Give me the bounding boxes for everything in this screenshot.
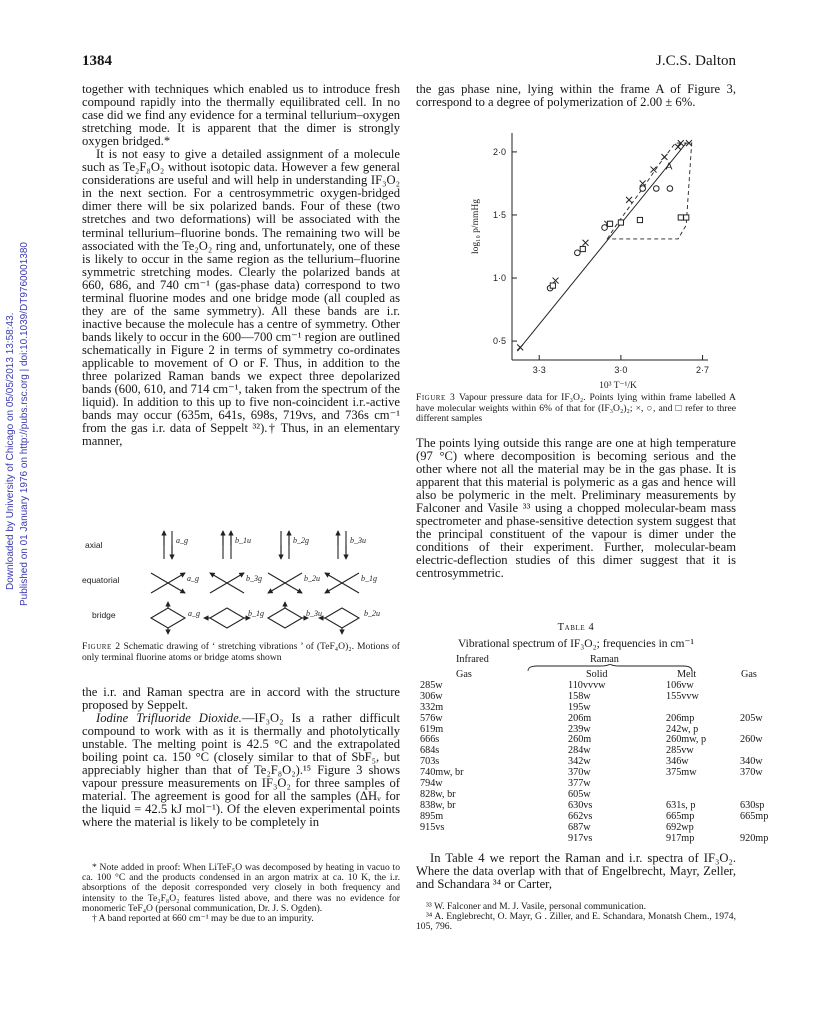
table-cell: 794w: [420, 778, 443, 790]
table-row: [416, 725, 791, 736]
symmetry-label: a_g: [176, 536, 188, 545]
data-point-square: [607, 221, 612, 226]
figure-3-caption: [416, 393, 736, 425]
y-tick-label: 1·5: [492, 209, 506, 220]
symmetry-label: b_2u: [304, 574, 320, 583]
references-right: [416, 902, 736, 933]
figure-2-caption-text: Schematic drawing of ‘ stretching vibrations ’ of (TeF₄O)₂. Motions of only terminal fluorine atoms or bridge atoms shown: [82, 641, 400, 663]
left-column-bottom: [82, 686, 400, 830]
table-cell: 205w: [740, 712, 763, 724]
table-4: [416, 670, 791, 845]
data-point-circle: [667, 186, 673, 192]
table-cell: 239w: [568, 723, 591, 735]
column-header: Gas: [456, 669, 472, 680]
data-point-square: [678, 215, 683, 220]
column-header: Gas: [741, 669, 757, 680]
paragraph: In Table 4 we report the Raman and i.r. spectra of IF₃O₂. Where the data overlap with that of Engelbrecht, Mayr, Zeller, and Schandara ³⁴ or Carter,: [416, 851, 736, 892]
y-tick-label: 2·0: [492, 146, 506, 157]
table-row: [416, 790, 791, 801]
column-header: Melt: [677, 669, 697, 680]
table-row: [416, 823, 791, 834]
reference: ³³ W. Falconer and M. J. Vasile, personal communication.: [426, 901, 647, 912]
figure-2-caption: [82, 642, 400, 663]
x-axis-label: 10³ T⁻¹/K: [599, 381, 637, 390]
table-cell: 155vvw: [666, 690, 699, 702]
table-cell: 740mw, br: [420, 767, 464, 779]
right-column-top: [416, 83, 736, 109]
table-row: [416, 757, 791, 768]
table-cell: [416, 834, 568, 845]
paragraph: together with techniques which enabled us to introduce fresh compound rapidly into the thermally equilibrated cell. In no case did we find any evidence for a terminal tellurium–oxygen stretching mode. It is apparent that the dimer is strongly oxygen bridged.*: [82, 82, 400, 149]
table-cell: 260m: [568, 734, 592, 746]
symmetry-label: b_3u: [350, 536, 366, 545]
table-cell: [740, 703, 791, 714]
table-cell: 110vvvw: [568, 679, 606, 691]
x-tick-label: 2·7: [696, 365, 710, 375]
table-cell: 619m: [420, 723, 444, 735]
table-cell: 206m: [568, 712, 592, 724]
symmetry-label: b_3g: [246, 574, 262, 583]
symmetry-label: b_2u: [364, 609, 380, 618]
right-column-bottom: [416, 852, 736, 891]
data-point-square: [637, 217, 642, 222]
table-cell: 915vs: [420, 821, 445, 833]
paragraph: the gas phase nine, lying within the frame A of Figure 3, correspond to a degree of polymerization of 2.00 ± 6%.: [416, 82, 736, 110]
figure-2-row-label: bridge: [92, 610, 116, 620]
symmetry-label: b_1u: [235, 536, 251, 545]
table-cell: 828w, br: [420, 788, 456, 800]
footnotes-left: [82, 863, 400, 924]
table-cell: 838w, br: [420, 799, 456, 811]
data-point-square: [618, 220, 623, 225]
data-point-cross: [583, 240, 589, 246]
symmetry-label: a_g: [188, 609, 200, 618]
table-cell: 284w: [568, 745, 591, 757]
table-cell: 332m: [420, 701, 444, 713]
data-point-circle: [653, 186, 659, 192]
table-cell: 260w: [740, 734, 763, 746]
table-cell: [666, 703, 740, 714]
figure-3-caption-text: Vapour pressure data for IF₃O₂. Points lying within frame labelled A have molecular weights within 6% of that for (IF₃O₂)₂; ×, ○, and □ refer to three different samples: [416, 392, 736, 425]
data-point-circle: [640, 186, 646, 192]
table-cell: 260mw, p: [666, 734, 707, 746]
symmetry-label: b_3u: [306, 609, 322, 618]
table-cell: [740, 823, 791, 834]
table-cell: 665mp: [666, 810, 695, 822]
table-cell: [740, 779, 791, 790]
table-row: [416, 779, 791, 790]
symmetry-label: b_1g: [361, 574, 377, 583]
figure-3-chart: [416, 125, 736, 390]
table-cell: 687w: [568, 821, 591, 833]
table-cell: 630sp: [740, 799, 765, 811]
journal-title: J.C.S. Dalton: [655, 53, 736, 69]
table-cell: 630vs: [568, 799, 593, 811]
data-point-square: [550, 283, 555, 288]
paragraph: Iodine Trifluoride Dioxide.—IF₃O₂ Is a rather difficult compound to work with as it is thermally and photolytically unstable. The melting point is 42.5 °C and the extrapolated boiling point ca. 150 °C (closely similar to that of SbF₅, but appreciably higher than that of Te₂F₈O₂).¹⁵ Figure 3 shows vapour pressure measurements on IF₃O₂ for three samples of material. The agreement is good for all the samples (ΔHᵥ for the liquid = 42.5 kJ mol⁻¹). Of the eleven experimental points where the material is likely to be completely in: [82, 711, 400, 830]
table-group-infrared: Infrared: [456, 654, 489, 665]
table-row: [416, 768, 791, 779]
paragraph: It is not easy to give a detailed assignment of a molecule such as Te₂F₈O₂ without isotopic data. However a few general considerations are useful and will help in understanding IF₃O₂ in the next section. For a centrosymmetric oxygen-bridged dimer there will be six polarized bands. Four of these (two stretches and two deformations) will be associated with the terminal tellurium–fluorine bonds. The remaining two will be associated with the Te₂O₂ ring and, unfortunately, one of these is likely to occur in the same region as the tellurium–fluorine symmetric stretching modes. Clearly the polarized bands at 660, 686, and 740 cm⁻¹ (gas-phase data) correspond to two terminal fluorine modes and one bridge mode (all coupled as they are of the same symmetry). All these bands are i.r. inactive because the molecule has a centre of symmetry. Other bands likely to occur in the 600—700 cm⁻¹ region are outlined schematically in Figure 2 in terms of symmetry co-ordinates applicable to movement of O or F. Thus, in addition to the three polarized Raman bands we expect three depolarized bands (600, 610, and 714 cm⁻¹, taken from the spectrum of the liquid). In addition to this up to five non-coincident i.r.-active bands may occur (635m, 641s, 698s, 719vs, and 736s cm⁻¹ from the gas i.r. data of Seppelt ³²).† Thus, in an elementary manner,: [82, 147, 400, 449]
table-4-label: Table 4: [557, 622, 595, 633]
table-cell: 370w: [740, 767, 763, 779]
symmetry-label: b_1g: [248, 609, 264, 618]
table-cell: 306w: [420, 690, 443, 702]
table-cell: 195w: [568, 701, 591, 713]
footnote: * Note added in proof: When LiTeF₅O was decomposed by heating in vacuo to ca. 100 °C and the products condensed in an argon matrix at ca. 10 K, the i.r. absorptions of the deposit corresponded very closely in both frequency and intensity to the Te₂F₈O₂ features listed above, and there was no evidence for monomeric TeF₄O (personal communication, Dr. J. S. Ogden).: [82, 862, 400, 914]
y-axis-label: log₁₀ p/mmHg: [471, 199, 481, 254]
figure-2-row-label: equatorial: [82, 575, 120, 585]
table-cell: 158w: [568, 690, 591, 702]
table-cell: 576w: [420, 712, 443, 724]
table-cell: 920mp: [740, 832, 769, 844]
table-cell: 665mp: [740, 810, 769, 822]
table-row: [416, 681, 791, 692]
table-row: [416, 692, 791, 703]
data-point-circle: [575, 250, 581, 256]
doi-notice[interactable]: Published on 01 January 1976 on http://pubs.rsc.org | doi:10.1039/DT9760001380: [19, 242, 30, 606]
table-cell: 342w: [568, 756, 591, 768]
section-heading: Iodine Trifluoride Dioxide.: [96, 711, 242, 726]
table-cell: 370w: [568, 767, 591, 779]
table-row: [416, 746, 791, 757]
footnote: † A band reported at 660 cm⁻¹ may be due to an impurity.: [92, 913, 314, 925]
table-row: [416, 714, 791, 725]
table-cell: 605w: [568, 788, 591, 800]
table-cell: 662vs: [568, 810, 593, 822]
figure-2-drawing: [82, 525, 400, 635]
data-point-cross: [626, 197, 632, 203]
table-cell: 285w: [420, 679, 443, 691]
table-cell: 684s: [420, 745, 440, 757]
column-header: Solid: [586, 669, 608, 680]
table-row: [416, 735, 791, 746]
table-cell: 346w: [666, 756, 689, 768]
table-group-raman: Raman: [590, 654, 619, 665]
table-row: [416, 834, 791, 845]
table-row: [416, 703, 791, 714]
table-row: [416, 801, 791, 812]
paragraph: The points lying outside this range are one at high temperature (97 °C) where decomposition is becoming serious and the other where not all the material may be in the gas phase. It is apparent that this material is polymeric as a gas and hence will also be polymeric in the melt. Preliminary measurements by Falconer and Vasile ³³ using a chopped molecular-beam mass spectrometer and phase-sensitive detection system suggest that the principal constituent of the vapour is dimer under the conditions of their experiment. Further, molecular-beam electric-deflection studies of this dimer suggest that it is centrosymmetric.: [416, 436, 736, 581]
figure-2-label: Figure 2: [82, 641, 121, 652]
symmetry-label: a_g: [187, 574, 199, 583]
paragraph: the i.r. and Raman spectra are in accord with the structure proposed by Seppelt.: [82, 685, 400, 713]
table-cell: 340w: [740, 756, 763, 768]
y-tick-label: 1·0: [492, 273, 506, 284]
data-point-square: [580, 246, 585, 251]
data-point-cross: [517, 344, 523, 350]
table-cell: 666s: [420, 734, 440, 746]
table-cell: 917mp: [666, 832, 695, 844]
table-cell: 242w, p: [666, 723, 699, 735]
page-number: 1384: [82, 53, 112, 69]
frame-a-label: A: [665, 161, 673, 173]
table-cell: [740, 681, 791, 692]
table-4-title: Vibrational spectrum of IF₃O₂; frequencies in cm⁻¹: [458, 638, 694, 650]
table-cell: 692wp: [666, 821, 694, 833]
table-cell: [666, 779, 740, 790]
table-cell: 106vw: [666, 679, 694, 691]
x-tick-label: 3·3: [532, 365, 546, 375]
data-point-cross: [661, 154, 667, 160]
table-cell: 206mp: [666, 712, 695, 724]
table-cell: 285vw: [666, 745, 694, 757]
reference: ³⁴ A. Englebrecht, O. Mayr, G . Ziller, and E. Schandara, Monatsh Chem., 1974, 105, 796.: [416, 911, 736, 933]
table-cell: 917vs: [568, 832, 593, 844]
table-cell: [740, 692, 791, 703]
left-column-top: [82, 83, 400, 448]
table-cell: 895m: [420, 810, 444, 822]
data-point-cross: [675, 144, 681, 150]
figure-2-row-label: axial: [85, 540, 103, 550]
right-column-middle: [416, 437, 736, 581]
symmetry-label: b_2g: [293, 536, 309, 545]
figure-3-label: Figure 3: [416, 392, 456, 403]
table-cell: 377w: [568, 778, 591, 790]
download-notice: Downloaded by University of Chicago on 05/05/2013 13:58:43.: [5, 312, 16, 590]
table-cell: 703s: [420, 756, 440, 768]
table-cell: 375mw: [666, 767, 697, 779]
table-row: [416, 812, 791, 823]
table-cell: 631s, p: [666, 799, 696, 811]
x-tick-label: 3·0: [614, 365, 628, 375]
data-point-square: [684, 215, 689, 220]
data-point-circle: [602, 225, 608, 231]
y-tick-label: 0·5: [492, 336, 506, 347]
fit-line: [517, 143, 686, 351]
